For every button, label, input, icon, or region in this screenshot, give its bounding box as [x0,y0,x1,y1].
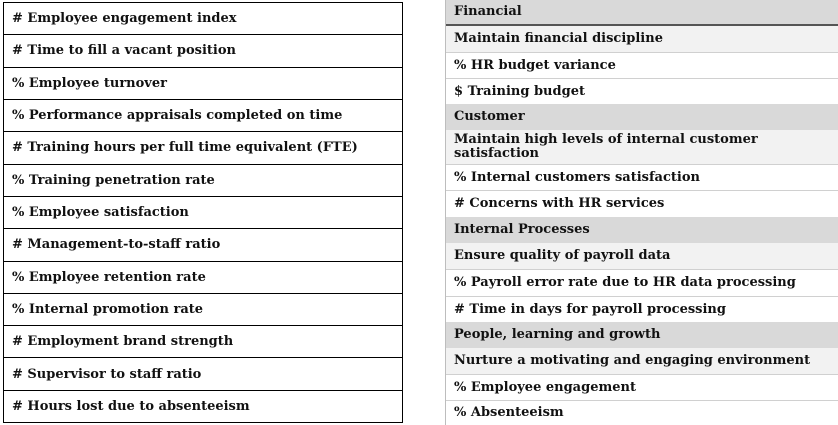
objective-internal-processes: Ensure quality of payroll data [446,243,838,269]
measure-row: $ Training budget [446,79,838,104]
table-row: % Internal promotion rate [4,294,402,326]
table-row: # Supervisor to staff ratio [4,358,402,390]
measure-row: # Time in days for payroll processing [446,297,838,322]
measure-row: % HR budget variance [446,53,838,78]
table-row: # Employment brand strength [4,326,402,358]
hr-scorecard-table [445,0,838,425]
table-row: % Employee satisfaction [4,197,402,229]
measure-row: % Employee engagement [446,375,838,400]
table-row: # Time to fill a vacant position [4,35,402,67]
measure-row: % Payroll error rate due to HR data processing [446,270,838,296]
table-row: % Employee retention rate [4,262,402,294]
section-header-internal-processes: Internal Processes [446,217,838,243]
objective-customer: Maintain high levels of internal customer satisfaction [446,130,838,164]
objective-financial: Maintain financial discipline [446,26,838,52]
section-header-customer: Customer [446,104,838,130]
measure-row: % Internal customers satisfaction [446,165,838,190]
measure-row: % Absenteeism [446,401,838,425]
objective-people: Nurture a motivating and engaging environment [446,348,838,374]
table-row: % Performance appraisals completed on time [4,100,402,132]
table-row: # Hours lost due to absenteeism [12,398,250,414]
section-header-financial: Financial [446,0,838,24]
table-row: % Training penetration rate [4,165,402,197]
section-header-people: People, learning and growth [446,322,838,348]
table-row: # Employee engagement index [4,3,402,35]
table-row: % Employee turnover [4,68,402,100]
table-row: # Training hours per full time equivalent (FTE) [4,132,402,164]
measure-row: # Concerns with HR services [446,191,838,217]
hr-metrics-table [3,2,403,423]
table-row: # Management-to-staff ratio [4,229,402,261]
